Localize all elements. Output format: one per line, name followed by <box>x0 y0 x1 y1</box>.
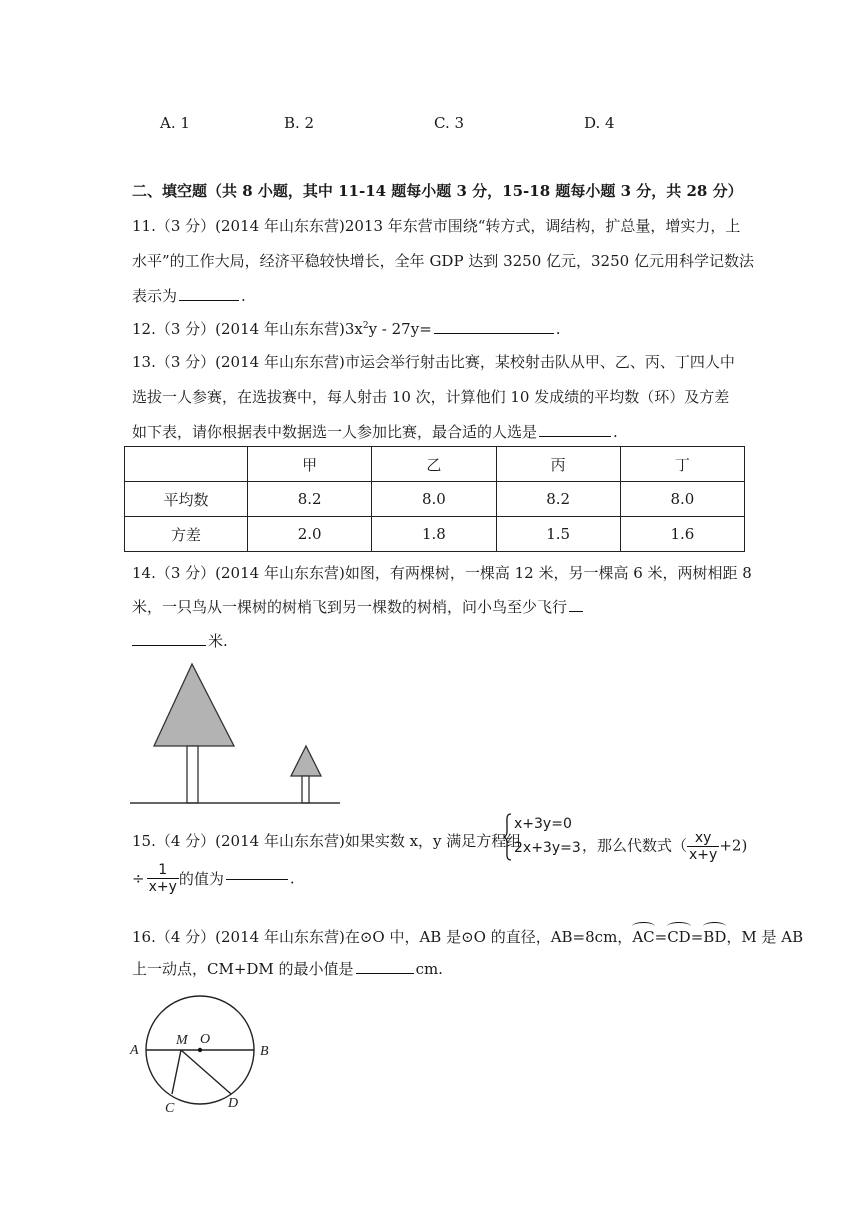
q13-line3-prefix: 如下表，请你根据表中数据选一人参加比赛，最合适的人选是 <box>132 423 538 441</box>
q15-middle: ，那么代数式（ <box>582 836 688 855</box>
q13-score-table <box>124 446 745 552</box>
arc-cd: CD <box>667 922 691 946</box>
table-header-cell: 甲 <box>248 447 372 482</box>
q14-answer-blank-start <box>569 610 583 612</box>
table-header-cell <box>125 447 248 482</box>
table-row <box>125 482 745 517</box>
label-b: B <box>260 1044 269 1059</box>
q12-answer-blank <box>434 332 554 334</box>
q15-line2 <box>132 862 295 895</box>
table-row <box>125 517 745 552</box>
table-cell: 8.2 <box>496 482 620 517</box>
section-heading: 二、填空题（共 8 小题，其中 11-14 题每小题 3 分，15-18 题每小题 3 分，共 28 分） <box>132 182 743 200</box>
q13-line1: 13.（3 分）(2014 年山东东营)市运会举行射击比赛，某校射击队从甲、乙、丙、丁四人中 <box>132 353 735 371</box>
left-brace-icon <box>503 813 513 861</box>
q16-prefix: 16.（4 分）(2014 年山东东营)在⊙O 中，AB 是⊙O 的直径，AB=8cm， <box>132 928 633 946</box>
tall-tree-crown <box>154 664 234 746</box>
q15-line2-suffix: . <box>289 869 295 888</box>
q15-fraction-xy <box>687 830 719 863</box>
q12-line <box>132 318 561 339</box>
table-cell: 1.6 <box>620 517 744 552</box>
q13-answer-blank <box>539 435 611 437</box>
q14-line1: 14.（3 分）(2014 年山东东营)如图，有两棵树，一棵高 12 米，另一棵高 6 米，两树相距 8 <box>132 564 752 582</box>
q14-line2 <box>132 596 585 617</box>
q16-line2 <box>132 958 443 979</box>
q15-equation-1: x+3y=0 <box>514 816 572 832</box>
two-trees-figure <box>128 660 348 810</box>
q15-answer-blank <box>226 878 288 880</box>
arc-ac: AC <box>632 922 654 946</box>
short-tree-crown <box>291 746 321 776</box>
label-d: D <box>228 1096 239 1111</box>
fraction-numerator: 1 <box>147 862 179 879</box>
q16-line2-suffix: cm. <box>415 960 443 978</box>
equals-sign: = <box>654 928 668 946</box>
arc-bd: BD <box>703 922 726 946</box>
q16-line1 <box>132 922 803 947</box>
table-header-row <box>125 447 745 482</box>
center-point <box>198 1048 202 1052</box>
q14-line3 <box>132 630 228 651</box>
fraction-denominator: x+y <box>148 879 177 895</box>
q15-equation-2: 2x+3y=3 <box>514 840 581 856</box>
option-a: A. 1 <box>160 114 190 132</box>
q12-suffix: . <box>555 320 561 338</box>
division-sign: ÷ <box>132 869 145 888</box>
q15-line2-text: 的值为 <box>178 870 224 888</box>
q12-middle: y - 27y= <box>368 320 432 338</box>
q11-line1: 11.（3 分）(2014 年山东东营)2013 年东营市围绕“转方式，调结构，扩总量，增实力，上 <box>132 217 741 235</box>
q15-middle-line <box>582 830 747 863</box>
q11-line3-prefix: 表示为 <box>132 287 178 305</box>
option-d: D. 4 <box>584 114 615 132</box>
table-cell: 1.5 <box>496 517 620 552</box>
table-cell: 8.0 <box>372 482 496 517</box>
q16-line2-prefix: 上一动点，CM+DM 的最小值是 <box>132 960 354 978</box>
table-cell: 8.2 <box>248 482 372 517</box>
label-c: C <box>165 1101 175 1116</box>
table-cell: 2.0 <box>248 517 372 552</box>
table-header-cell: 丙 <box>496 447 620 482</box>
label-m: M <box>176 1033 188 1048</box>
table-cell: 8.0 <box>620 482 744 517</box>
table-header-cell: 乙 <box>372 447 496 482</box>
table-cell: 平均数 <box>125 482 248 517</box>
fraction-denominator: x+y <box>689 847 718 863</box>
short-tree-trunk <box>302 776 309 803</box>
q12-prefix: 12.（3 分）(2014 年山东东营)3x <box>132 320 363 338</box>
q14-line3-suffix: 米. <box>208 632 228 650</box>
q13-line3 <box>132 421 618 442</box>
q11-line3 <box>132 285 246 306</box>
table-cell: 方差 <box>125 517 248 552</box>
q11-line3-suffix: . <box>241 287 246 305</box>
label-o: O <box>200 1032 211 1047</box>
q15-prefix: 15.（4 分）(2014 年山东东营)如果实数 x，y 满足方程组 <box>132 832 522 850</box>
table-header-cell: 丁 <box>620 447 744 482</box>
segment-dm <box>181 1050 231 1094</box>
q14-answer-blank <box>132 644 206 646</box>
segment-cm <box>172 1050 181 1094</box>
q13-line3-suffix: . <box>613 423 618 441</box>
q11-answer-blank <box>179 299 239 301</box>
fraction-numerator: xy <box>687 830 719 847</box>
option-b: B. 2 <box>284 114 315 132</box>
option-c: C. 3 <box>434 114 465 132</box>
q16-after-arcs: ，M 是 AB <box>726 928 804 946</box>
table-cell: 1.8 <box>372 517 496 552</box>
q12-exponent: 2 <box>362 321 369 331</box>
q11-line2: 水平”的工作大局，经济平稳较快增长，全年 GDP 达到 3250 亿元，3250 亿元用科学记数法 <box>132 252 754 270</box>
q14-line2-text: 米，一只鸟从一棵树的树梢飞到另一棵数的树梢，问小鸟至少飞行 <box>132 598 568 616</box>
q15-fraction-reciprocal <box>147 862 179 895</box>
tall-tree-trunk <box>187 746 198 803</box>
label-a: A <box>130 1043 139 1058</box>
q16-answer-blank <box>356 972 414 974</box>
q15-after-fraction: +2) <box>719 836 748 855</box>
q13-line2: 选拔一人参赛，在选拔赛中，每人射击 10 次，计算他们 10 发成绩的平均数（环）及方差 <box>132 388 730 406</box>
circle-figure <box>124 990 284 1120</box>
equals-sign: = <box>690 928 704 946</box>
